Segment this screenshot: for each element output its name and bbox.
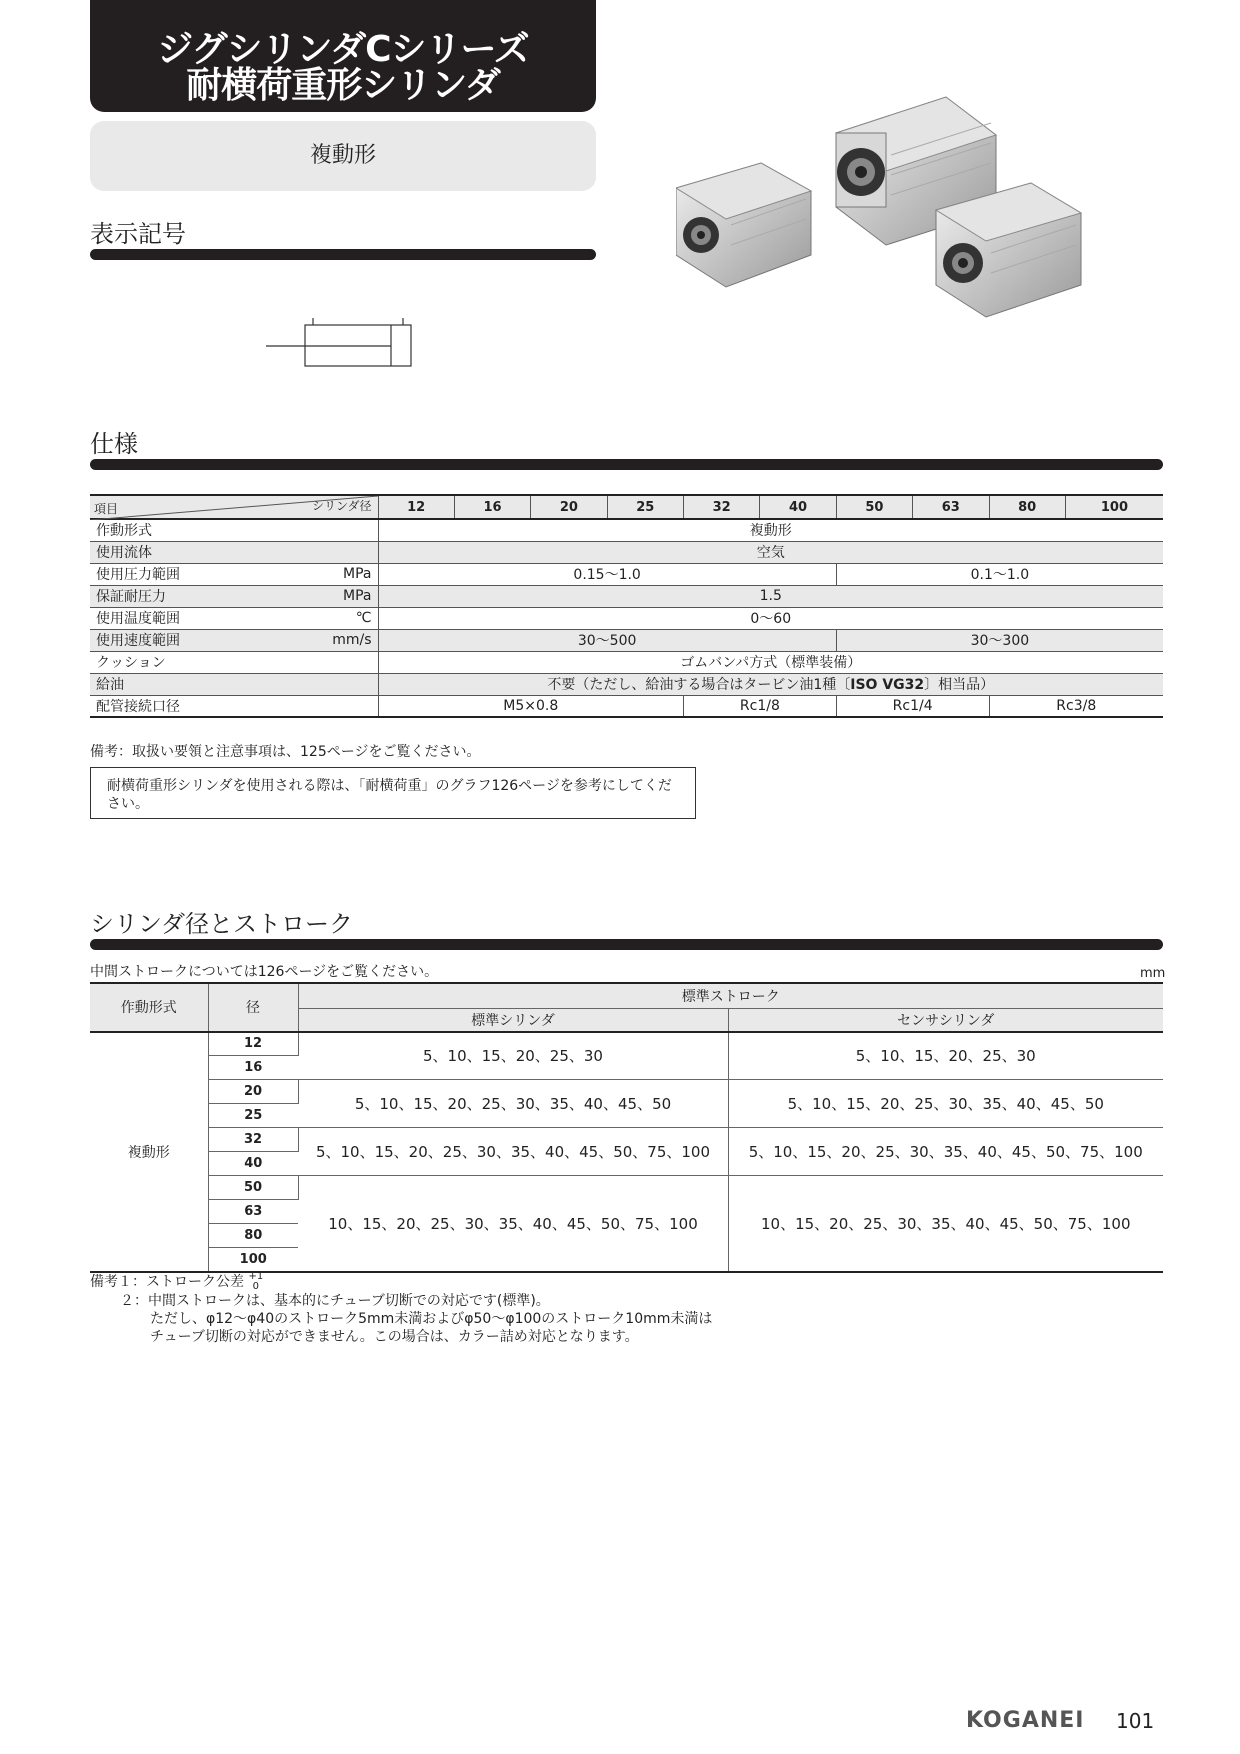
bore-header: 12 <box>378 495 454 519</box>
header-bore: 径 <box>208 983 298 1032</box>
table-row <box>90 563 1163 585</box>
row-value: 0.15～1.0 <box>378 563 836 585</box>
row-label: 使用圧力範囲 <box>96 567 180 583</box>
table-row <box>90 607 1163 629</box>
stroke-cell: 5、10、15、20、25、30、35、40、45、50、75、100 <box>298 1128 728 1176</box>
row-value: 空気 <box>378 541 1163 563</box>
remark-text: 備考１：ストローク公差 <box>90 1274 244 1290</box>
header-bore-label: シリンダ径 <box>311 499 372 513</box>
symbol-section-title: 表示記号 <box>90 220 186 248</box>
spec-table <box>90 494 1163 718</box>
bore-header: 40 <box>760 495 836 519</box>
row-label-cell <box>90 563 378 585</box>
remark-text: ただし、φ12～φ40のストローク5mm未満およびφ50～φ100のストローク10mm未満は <box>150 1311 713 1327</box>
row-value: M5×0.8 <box>378 695 684 717</box>
header-type: 作動形式 <box>90 983 208 1032</box>
row-label: 作動形式 <box>90 519 378 541</box>
row-label: 配管接続口径 <box>90 695 378 717</box>
tolerance-plus: +1 <box>248 1271 264 1282</box>
table-row <box>90 585 1163 607</box>
cylinder-symbol-icon <box>266 318 426 372</box>
subtitle-block: 複動形 <box>90 121 596 191</box>
series-title: ジグシリンダCシリーズ <box>157 29 529 70</box>
row-value: 1.5 <box>378 585 1163 607</box>
stroke-section-title: シリンダ径とストローク <box>90 910 354 938</box>
bore-cell: 50 <box>208 1176 298 1200</box>
title-block <box>90 0 596 112</box>
remark-text: ２：中間ストロークは、基本的にチューブ切断での対応です(標準)。 <box>120 1293 550 1309</box>
bore-header: 20 <box>531 495 607 519</box>
table-row <box>90 695 1163 717</box>
bore-header: 63 <box>913 495 989 519</box>
row-value: 0～60 <box>378 607 1163 629</box>
remark-line <box>90 1272 712 1292</box>
bore-header: 80 <box>989 495 1065 519</box>
row-value <box>378 673 1163 695</box>
header-std-cyl: 標準シリンダ <box>298 1008 728 1032</box>
remark-text: チューブ切断の対応ができません。この場合は、カラー詰め対応となります。 <box>150 1329 639 1345</box>
row-label: 保証耐圧力 <box>96 589 166 605</box>
row-value: 30～500 <box>378 629 836 651</box>
stroke-cell: 10、15、20、25、30、35、40、45、50、75、100 <box>298 1176 728 1272</box>
row-unit: MPa <box>343 587 372 604</box>
row-value: 0.1～1.0 <box>836 563 1163 585</box>
product-photo <box>676 95 1106 335</box>
type-cell: 複動形 <box>90 1032 208 1272</box>
table-row <box>90 1176 1163 1200</box>
row-label: 使用流体 <box>90 541 378 563</box>
row-label: 使用温度範囲 <box>96 611 180 627</box>
row-label-cell <box>90 629 378 651</box>
row-label: 使用速度範囲 <box>96 633 180 649</box>
table-row <box>90 541 1163 563</box>
table-row <box>90 1032 1163 1056</box>
lube-oil-grade: ISO VG32 <box>850 677 925 693</box>
bore-cell: 40 <box>208 1152 298 1176</box>
table-row <box>90 519 1163 541</box>
tolerance <box>248 1272 263 1292</box>
bore-cell: 25 <box>208 1104 298 1128</box>
header-item-label: 項目 <box>94 502 119 516</box>
spec-section-title: 仕様 <box>90 430 138 458</box>
row-label: クッション <box>90 651 378 673</box>
header-sensor-cyl: センサシリンダ <box>728 1008 1163 1032</box>
table-row <box>90 1080 1163 1104</box>
bore-header: 25 <box>607 495 683 519</box>
section-bar <box>90 459 1163 470</box>
stroke-cell: 5、10、15、20、25、30 <box>298 1032 728 1080</box>
header-std-stroke: 標準ストローク <box>298 983 1163 1008</box>
stroke-cell: 5、10、15、20、25、30 <box>728 1032 1163 1080</box>
table-header-row <box>90 983 1163 1008</box>
bore-cell: 63 <box>208 1200 298 1224</box>
stroke-table <box>90 982 1163 1273</box>
bore-cell: 12 <box>208 1032 298 1056</box>
bore-header: 16 <box>454 495 530 519</box>
table-row <box>90 1128 1163 1152</box>
stroke-cell: 5、10、15、20、25、30、35、40、45、50 <box>298 1080 728 1128</box>
bore-header: 32 <box>684 495 760 519</box>
bore-cell: 32 <box>208 1128 298 1152</box>
brand-logo: KOGANEI <box>966 1708 1085 1733</box>
row-unit: MPa <box>343 565 372 582</box>
bore-header: 50 <box>836 495 912 519</box>
row-value: Rc1/4 <box>836 695 989 717</box>
lube-text: 不要（ただし、給油する場合はタービン油1種〔 <box>547 677 851 693</box>
table-row <box>90 629 1163 651</box>
row-unit: ℃ <box>355 609 372 626</box>
row-value: 複動形 <box>378 519 1163 541</box>
row-value: Rc3/8 <box>989 695 1163 717</box>
notice-box: 耐横荷重形シリンダを使用される際は、「耐横荷重」のグラフ126ページを参考にしてください。 <box>90 767 696 819</box>
model-title: 耐横荷重形シリンダ <box>186 65 500 106</box>
spec-note: 備考：取扱い要領と注意事項は、125ページをご覧ください。 <box>90 744 481 760</box>
row-label-cell <box>90 585 378 607</box>
bore-cell: 16 <box>208 1056 298 1080</box>
table-header-row <box>90 495 1163 519</box>
stroke-cell: 10、15、20、25、30、35、40、45、50、75、100 <box>728 1176 1163 1272</box>
stroke-cell: 5、10、15、20、25、30、35、40、45、50 <box>728 1080 1163 1128</box>
bore-cell: 80 <box>208 1224 298 1248</box>
row-label-cell <box>90 607 378 629</box>
stroke-note: 中間ストロークについては126ページをご覧ください。 <box>90 964 439 980</box>
bore-header: 100 <box>1065 495 1163 519</box>
tolerance-zero: 0 <box>252 1281 260 1292</box>
unit-label: mm <box>1140 966 1166 981</box>
row-value: Rc1/8 <box>684 695 837 717</box>
table-row <box>90 673 1163 695</box>
stroke-remarks <box>90 1272 712 1346</box>
bore-cell: 100 <box>208 1248 298 1272</box>
row-label: 給油 <box>90 673 378 695</box>
section-bar <box>90 939 1163 950</box>
table-row <box>90 651 1163 673</box>
row-value: 30～300 <box>836 629 1163 651</box>
page-number: 101 <box>1116 1709 1155 1733</box>
bore-cell: 20 <box>208 1080 298 1104</box>
stroke-cell: 5、10、15、20、25、30、35、40、45、50、75、100 <box>728 1128 1163 1176</box>
row-value: ゴムバンパ方式（標準装備） <box>378 651 1163 673</box>
section-bar <box>90 249 596 260</box>
row-unit: mm/s <box>332 631 372 648</box>
lube-text: 〕相当品） <box>924 677 995 693</box>
diagonal-header-cell <box>90 495 378 519</box>
